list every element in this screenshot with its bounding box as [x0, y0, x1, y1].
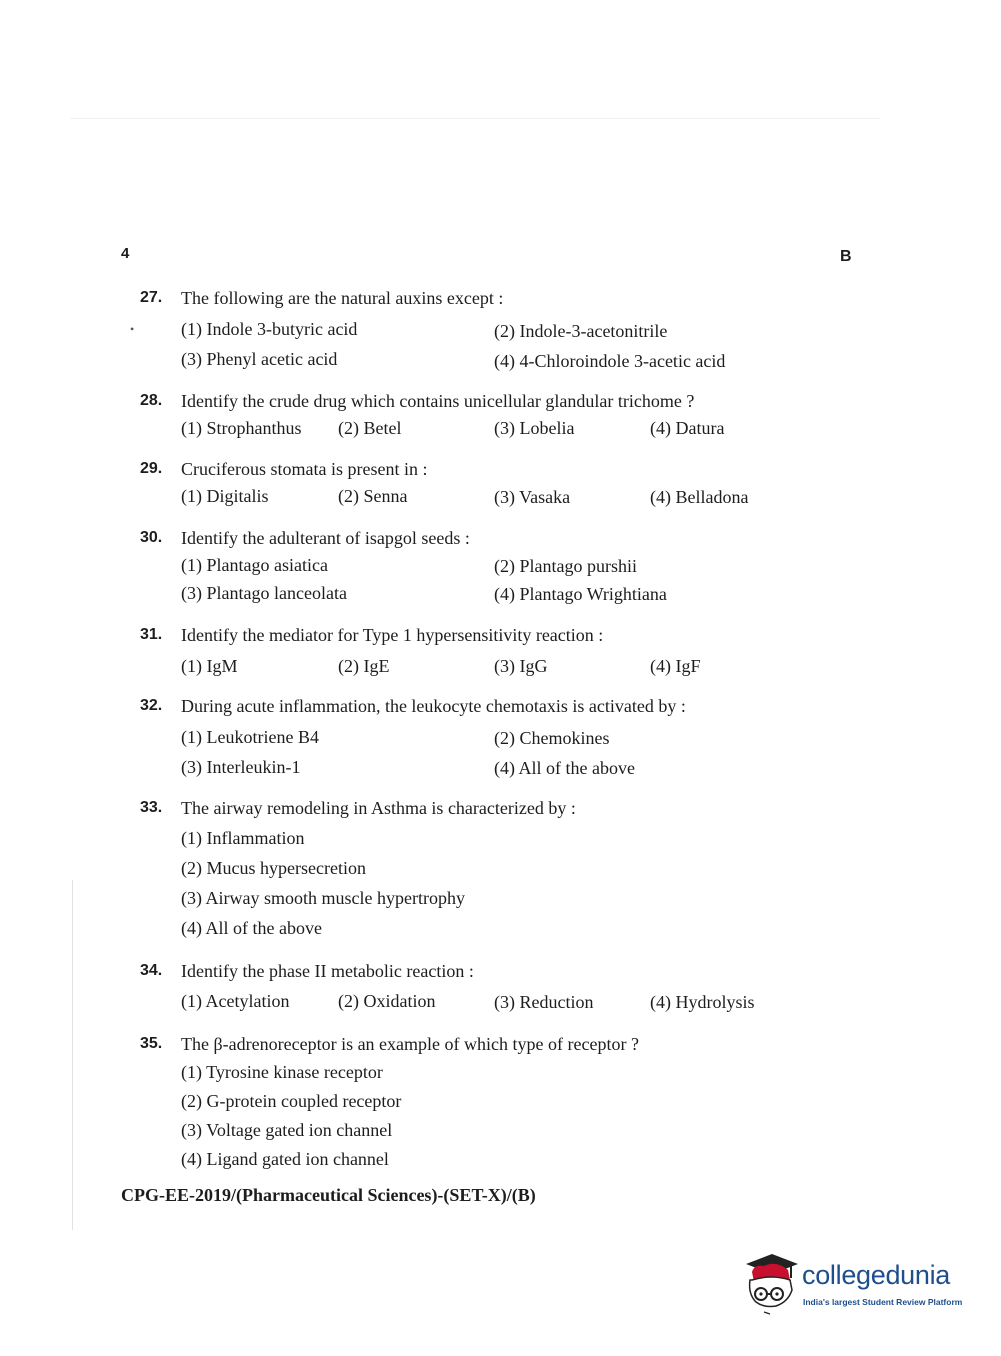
option-4: (4) Belladona [650, 487, 749, 507]
option-3: (3) Voltage gated ion channel [181, 1120, 393, 1140]
option-1: (1) IgM [181, 656, 238, 676]
option-2: (2) IgE [338, 656, 390, 676]
question-33 [140, 796, 840, 945]
question-32 [140, 694, 840, 784]
question-number: 34. [140, 962, 163, 979]
option-3: (3) Lobelia [494, 418, 575, 438]
option-4: (4) Datura [650, 418, 725, 438]
paper-code-footer: CPG-EE-2019/(Pharmaceutical Sciences)-(SET-X)/(B) [121, 1185, 536, 1205]
question-text: The following are the natural auxins except : [181, 288, 504, 308]
option-1: (1) Tyrosine kinase receptor [181, 1062, 383, 1082]
question-text: The β-adrenoreceptor is an example of which type of receptor ? [181, 1034, 639, 1054]
question-27 [140, 286, 840, 376]
question-number: 30. [140, 529, 163, 546]
option-3: (3) Phenyl acetic acid [181, 349, 338, 369]
question-text: Cruciferous stomata is present in : [181, 459, 428, 479]
question-number: 31. [140, 626, 163, 643]
option-3: (3) IgG [494, 656, 548, 676]
option-3: (3) Vasaka [494, 487, 571, 507]
option-3: (3) Airway smooth muscle hypertrophy [181, 888, 465, 908]
option-2: (2) Oxidation [338, 991, 436, 1011]
scan-margin-line [72, 880, 73, 1230]
stray-dot: • [130, 322, 135, 336]
option-1: (1) Digitalis [181, 486, 269, 506]
option-4: (4) IgF [650, 656, 701, 676]
option-1: (1) Inflammation [181, 828, 305, 848]
question-text: The airway remodeling in Asthma is characterized by : [181, 798, 576, 818]
option-1: (1) Indole 3-butyric acid [181, 319, 358, 339]
question-text: Identify the crude drug which contains unicellular glandular trichome ? [181, 391, 695, 411]
question-text: Identify the phase II metabolic reaction : [181, 961, 474, 981]
question-text: Identify the adulterant of isapgol seeds : [181, 528, 470, 548]
question-35 [140, 1032, 840, 1175]
option-4: (4) Hydrolysis [650, 992, 755, 1012]
option-2: (2) Plantago purshii [494, 556, 637, 576]
option-4: (4) 4-Chloroindole 3-acetic acid [494, 351, 726, 371]
collegedunia-watermark [742, 1250, 972, 1320]
page-number: 4 [121, 245, 130, 262]
option-3: (3) Interleukin-1 [181, 757, 301, 777]
brand-tagline: India's largest Student Review Platform [803, 1297, 963, 1307]
question-number: 35. [140, 1035, 163, 1052]
option-3: (3) Reduction [494, 992, 594, 1012]
option-1: (1) Plantago asiatica [181, 555, 328, 575]
question-29 [140, 457, 840, 513]
option-4: (4) All of the above [494, 758, 635, 778]
brand-name: collegedunia [802, 1260, 951, 1290]
question-30 [140, 526, 840, 610]
option-4: (4) All of the above [181, 918, 322, 938]
option-2: (2) Mucus hypersecretion [181, 858, 366, 878]
option-1: (1) Strophanthus [181, 418, 302, 438]
question-31 [140, 623, 840, 683]
option-3: (3) Plantago lanceolata [181, 583, 347, 603]
question-text: During acute inflammation, the leukocyte chemotaxis is activated by : [181, 696, 686, 716]
question-28 [140, 389, 840, 445]
question-number: 32. [140, 697, 163, 714]
option-2: (2) Chemokines [494, 728, 610, 748]
option-4: (4) Plantago Wrightiana [494, 584, 667, 604]
option-2: (2) Senna [338, 486, 408, 506]
question-text: Identify the mediator for Type 1 hypersensitivity reaction : [181, 625, 604, 645]
option-2: (2) Indole-3-acetonitrile [494, 321, 668, 341]
option-1: (1) Acetylation [181, 991, 290, 1011]
question-number: 28. [140, 392, 163, 409]
option-2: (2) G-protein coupled receptor [181, 1091, 402, 1111]
question-number: 27. [140, 289, 163, 306]
question-number: 33. [140, 799, 163, 816]
question-number: 29. [140, 460, 163, 477]
scan-edge-line [70, 118, 880, 119]
question-34 [140, 959, 840, 1018]
option-4: (4) Ligand gated ion channel [181, 1149, 389, 1169]
option-2: (2) Betel [338, 418, 402, 438]
option-1: (1) Leukotriene B4 [181, 727, 319, 747]
set-letter: B [840, 248, 852, 265]
mascot-logo-icon [742, 1250, 802, 1318]
